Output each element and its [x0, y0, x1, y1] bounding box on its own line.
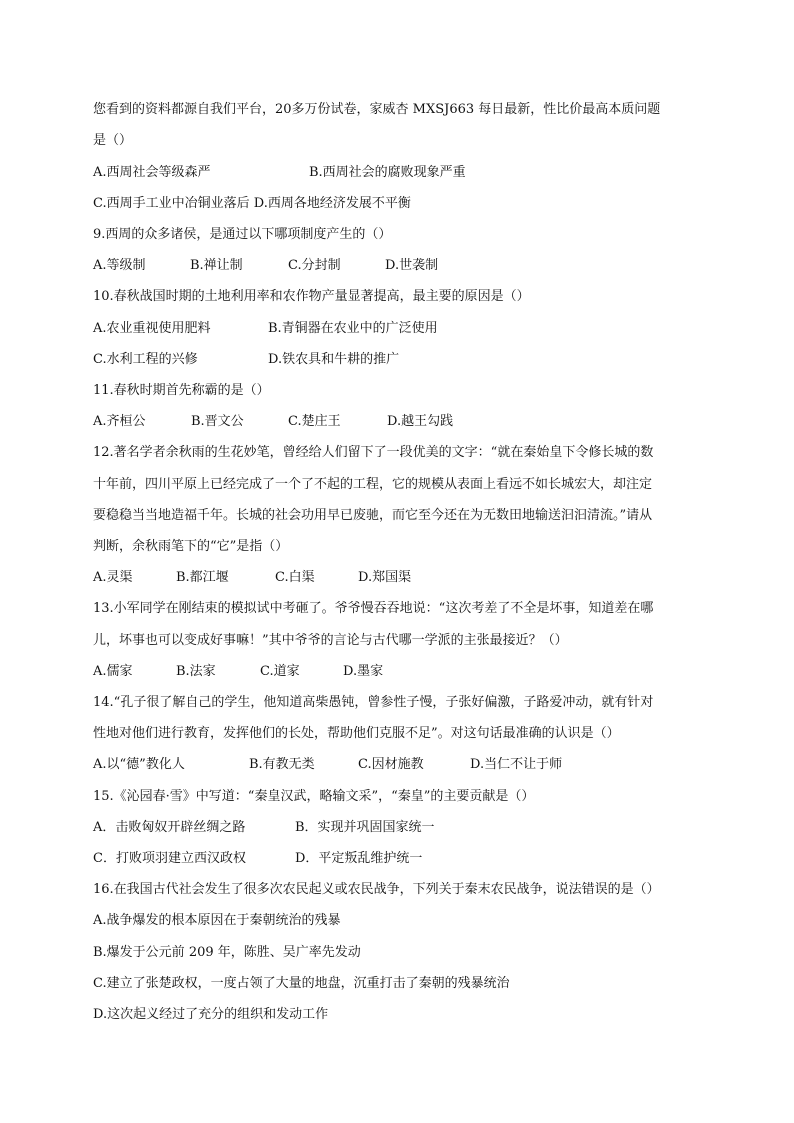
option-15-d: D．平定叛乱维护统一 — [295, 851, 423, 866]
question-14-stem-line-2: 性地对他们进行教育，发挥他们的长处，帮助他们克服不足”。对这句话最准确的认识是（） — [93, 726, 620, 741]
option-10-c: C.水利工程的兴修 — [93, 352, 198, 367]
question-14-stem-line-1: 14.“孔子很了解自己的学生，他知道高柴愚钝，曾参性子慢，子张好偏激，子路爱冲动，就有针对 — [93, 695, 654, 710]
question-13-stem-line-2: 儿，坏事也可以变成好事嘛！”其中爷爷的言论与古代哪一学派的主张最接近？（） — [93, 633, 568, 648]
option-8-b: B.西周社会的腐败现象严重 — [309, 165, 466, 180]
option-15-a: A．击败匈奴开辟丝绸之路 — [93, 820, 246, 835]
option-16-c: C.建立了张楚政权，一度占领了大量的地盘，沉重打击了秦朝的残暴统治 — [93, 976, 510, 991]
question-14-options — [93, 756, 562, 774]
question-10-stem: 10.春秋战国时期的土地利用率和农作物产量显著提高，最主要的原因是（） — [93, 289, 530, 304]
option-13-c: C.道家 — [260, 664, 300, 679]
question-8-options-row-1 — [93, 164, 466, 182]
question-15-options-row-1 — [93, 819, 435, 837]
option-12-d: D.郑国渠 — [358, 570, 412, 585]
question-12-stem-line-4: 判断，余秋雨笔下的“它”是指（） — [93, 539, 289, 554]
option-11-b: B.晋文公 — [191, 414, 244, 429]
question-12-options — [93, 569, 411, 587]
option-16-d: D.这次起义经过了充分的组织和发动工作 — [93, 1007, 329, 1022]
question-11-options — [93, 413, 453, 431]
option-14-a: A.以“德”教化人 — [93, 757, 185, 772]
question-16-stem: 16.在我国古代社会发生了很多次农民起义或农民战争，下列关于秦末农民战争，说法错误的是（） — [93, 882, 660, 897]
option-8-a: A.西周社会等级森严 — [93, 165, 211, 180]
question-12-stem-line-3: 要稳稳当当地造福千年。长城的社会功用早已废驰，而它至今还在为无数田地输送汩汩清流。”请从 — [93, 508, 653, 523]
option-9-c: C.分封制 — [288, 258, 341, 273]
question-15-stem: 15.《沁园春·雪》中写道：“秦皇汉武，略输文采”，“秦皇”的主要贡献是（） — [93, 789, 535, 804]
question-9-stem: 9.西周的众多诸侯，是通过以下哪项制度产生的（） — [93, 227, 392, 242]
option-14-b: B.有教无类 — [249, 757, 315, 772]
question-9-options — [93, 257, 438, 275]
option-14-d: D.当仁不让于师 — [470, 757, 563, 772]
question-15-options-row-2 — [93, 850, 422, 868]
option-11-d: D.越王勾践 — [387, 414, 454, 429]
option-12-a: A.灵渠 — [93, 570, 133, 585]
question-10-options-row-1 — [93, 320, 438, 338]
question-13-options — [93, 663, 383, 681]
option-10-b: B.青铜器在农业中的广泛使用 — [268, 321, 438, 336]
question-13-stem-line-1: 13.小军同学在刚结束的模拟试中考砸了。爷爷慢吞吞地说：“这次考差了不全是坏事，知道差在哪 — [93, 601, 654, 616]
option-11-c: C.楚庄王 — [288, 414, 341, 429]
option-9-a: A.等级制 — [93, 258, 146, 273]
option-13-a: A.儒家 — [93, 664, 133, 679]
option-10-a: A.农业重视使用肥料 — [93, 321, 211, 336]
option-11-a: A.齐桓公 — [93, 414, 146, 429]
option-13-d: D.墨家 — [343, 664, 384, 679]
option-9-d: D.世袭制 — [385, 258, 439, 273]
question-11-stem: 11.春秋时期首先称霸的是（） — [93, 383, 270, 398]
option-10-d: D.铁农具和牛耕的推广 — [268, 352, 400, 367]
option-15-c: C．打败项羽建立西汉政权 — [93, 851, 246, 866]
option-9-b: B.禅让制 — [190, 258, 243, 273]
question-10-options-row-2 — [93, 351, 399, 369]
option-14-c: C.因材施教 — [358, 757, 424, 772]
option-13-b: B.法家 — [176, 664, 216, 679]
question-8-options-row-2: C.西周手工业中冶铜业落后 D.西周各地经济发展不平衡 — [93, 196, 411, 211]
question-12-stem-line-1: 12.著名学者余秋雨的生花妙笔，曾经给人们留下了一段优美的文字：“就在秦始皇下令修长城的数 — [93, 445, 654, 460]
option-16-b: B.爆发于公元前 209 年，陈胜、吴广率先发动 — [93, 945, 361, 960]
option-16-a: A.战争爆发的根本原因在于秦朝统治的残暴 — [93, 913, 341, 928]
option-12-c: C.白渠 — [275, 570, 315, 585]
option-15-b: B．实现并巩固国家统一 — [295, 820, 435, 835]
header-notice-line: 您看到的资料都源自我们平台，20多万份试卷，家威杏 MXSJ663 每日最新，性比价最高本质问题 — [93, 102, 661, 117]
option-12-b: B.都江堰 — [176, 570, 229, 585]
question-8-stem-end: 是（） — [93, 133, 133, 148]
question-12-stem-line-2: 十年前，四川平原上已经完成了一个了不起的工程，它的规模从表面上看远不如长城宏大，却注定 — [93, 477, 653, 492]
